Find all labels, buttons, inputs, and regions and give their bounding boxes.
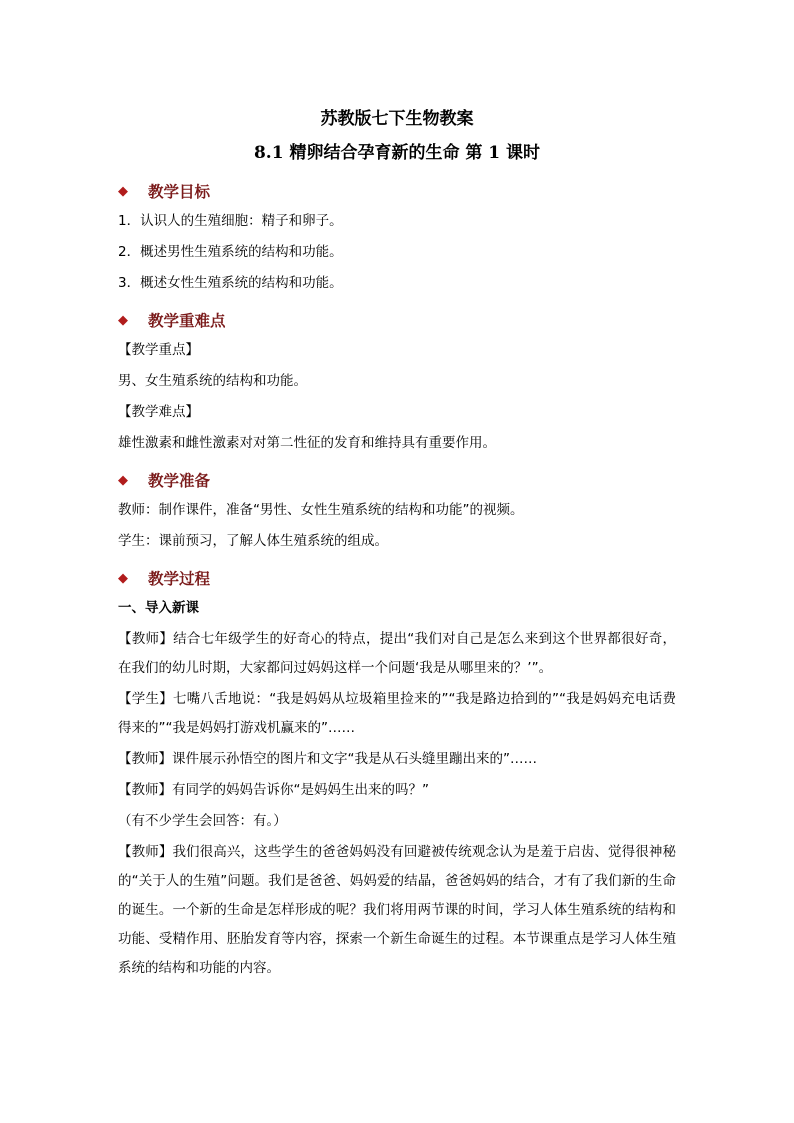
section-goals xyxy=(118,176,676,299)
difficulty-label: 【教学难点】 xyxy=(118,404,199,420)
diamond-bullet-icon: ◆ xyxy=(118,183,128,199)
focus-label: 【教学重点】 xyxy=(118,342,199,358)
diamond-bullet-icon: ◆ xyxy=(118,570,128,586)
process-paragraph: 【教师】课件展示孙悟空的图片和文字“我是从石头缝里蹦出来的”…… xyxy=(118,751,537,767)
goal-item: 3．概述女性生殖系统的结构和功能。 xyxy=(118,275,343,291)
prep-teacher: 教师：制作课件，准备“男性、女性生殖系统的结构和功能”的视频。 xyxy=(118,502,524,518)
process-paragraph: 【教师】结合七年级学生的好奇心的特点，提出“我们对自己是怎么来到这个世界都很好奇，在我们的幼儿时期，大家都问过妈妈这样一个问题‘我是从哪里来的？’”。 xyxy=(118,631,676,676)
section-heading xyxy=(118,176,676,206)
process-paragraph: （有不少学生会回答：有。） xyxy=(118,813,287,829)
diamond-bullet-icon: ◆ xyxy=(118,472,128,488)
prep-student: 学生：课前预习，了解人体生殖系统的组成。 xyxy=(118,533,388,549)
process-paragraph: 【学生】七嘴八舌地说：“我是妈妈从垃圾箱里捡来的”“我是路边拾到的”“我是妈妈充电话费得来的”“我是妈妈打游戏机赢来的”…… xyxy=(118,691,676,736)
process-paragraph: 【教师】我们很高兴，这些学生的爸爸妈妈没有回避被传统观念认为是羞于启齿、觉得很神秘的“关于人的生殖”问题。我们是爸爸、妈妈爱的结晶，爸爸妈妈的结合，才有了我们新的生命的诞生。一个新的生命是怎样形成的呢？我们将用两节课的时间，学习人体生殖系统的结构和功能、受精作用、胚胎发育等内容，探索一个新生命诞生的过程。本节课重点是学习人体生殖系统的结构和功能的内容。 xyxy=(118,844,676,976)
section-process xyxy=(118,563,676,983)
difficulty-text: 雄性激素和雌性激素对对第二性征的发育和维持具有重要作用。 xyxy=(118,435,496,451)
section-heading xyxy=(118,563,676,593)
focus-text: 男、女生殖系统的结构和功能。 xyxy=(118,373,307,389)
section-heading xyxy=(118,305,676,335)
goal-item: 2．概述男性生殖系统的结构和功能。 xyxy=(118,244,343,260)
process-paragraph: 【教师】有同学的妈妈告诉你“是妈妈生出来的吗？” xyxy=(118,782,429,798)
key-points-heading: 教学重难点 xyxy=(148,311,226,330)
section-heading xyxy=(118,465,676,495)
lesson-title: 8.1 精卵结合孕育新的生命 第 1 课时 xyxy=(253,143,541,163)
goal-item: 1．认识人的生殖细胞：精子和卵子。 xyxy=(118,213,343,229)
goals-heading: 教学目标 xyxy=(148,182,211,201)
section-prep xyxy=(118,465,676,557)
document-title: 苏教版七下生物教案 xyxy=(320,109,474,129)
prep-heading: 教学准备 xyxy=(148,471,211,490)
diamond-bullet-icon: ◆ xyxy=(118,312,128,328)
intro-subheading: 一、导入新课 xyxy=(118,600,199,616)
section-key-points xyxy=(118,305,676,459)
process-heading: 教学过程 xyxy=(148,569,211,588)
